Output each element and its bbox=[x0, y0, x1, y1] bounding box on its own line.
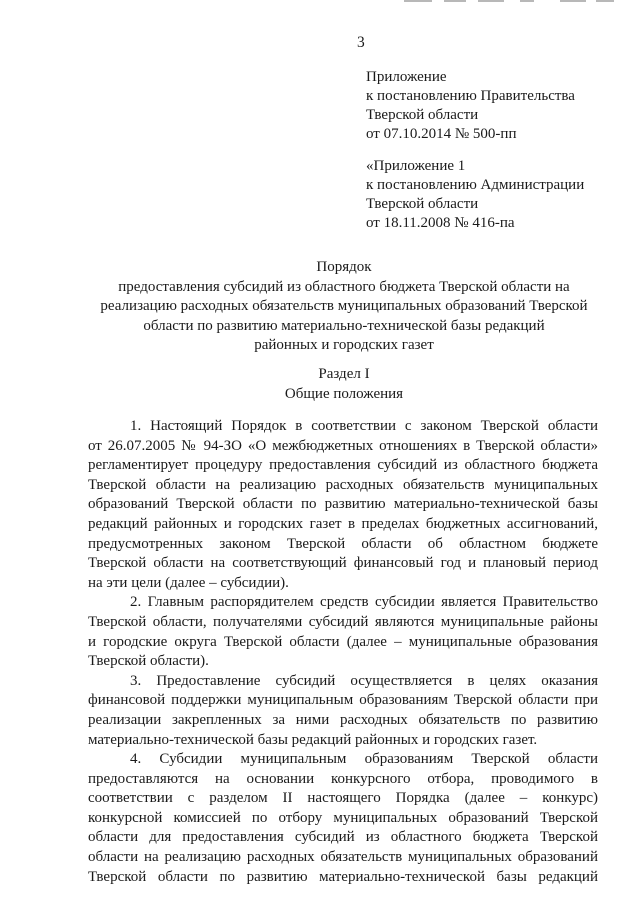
title-line: предоставления субсидий из областного бюджета Тверской области на bbox=[118, 278, 570, 295]
scan-artifact bbox=[404, 0, 432, 2]
paragraph-line: и городские округа Тверской области (далее – муниципальные образования bbox=[88, 633, 598, 650]
paragraph-line: на эти цели (далее – субсидии). bbox=[88, 574, 289, 591]
scan-artifact bbox=[478, 0, 504, 2]
annex-line: от 18.11.2008 № 416-па bbox=[366, 215, 515, 231]
scan-artifact bbox=[596, 0, 614, 2]
annex-line: к постановлению Правительства bbox=[366, 88, 575, 104]
title-line: области по развитию материально-технической базы редакций bbox=[143, 317, 545, 334]
paragraph-line: 3. Предоставление субсидий осуществляется в целях оказания bbox=[130, 672, 598, 689]
paragraph-line: реализации закрепленных за ними расходных обязательств по развитию bbox=[88, 711, 598, 728]
section-heading bbox=[88, 365, 600, 404]
paragraph-line: от 26.07.2005 № 94-ЗО «О межбюджетных отношениях в Тверской области» bbox=[88, 437, 598, 454]
paragraph-line: соответствии с разделом II настоящего Порядка (далее – конкурс) bbox=[88, 790, 598, 807]
document-title bbox=[88, 258, 600, 356]
annex-line: к постановлению Администрации bbox=[366, 177, 585, 193]
paragraph bbox=[88, 593, 598, 671]
annex-header bbox=[366, 68, 575, 144]
annex-line: от 07.10.2014 № 500-пп bbox=[366, 126, 517, 142]
body-text bbox=[88, 417, 598, 887]
paragraph bbox=[88, 750, 598, 887]
paragraph-line: Тверской области на соответствующий финансовый год и плановый период bbox=[88, 555, 598, 572]
annex-line: Тверской области bbox=[366, 196, 479, 212]
scan-artifact bbox=[520, 0, 534, 2]
annex-line: «Приложение 1 bbox=[366, 158, 466, 174]
paragraph-line: 1. Настоящий Порядок в соответствии с законом Тверской области bbox=[130, 418, 598, 434]
scan-artifact bbox=[444, 0, 466, 2]
scan-artifact bbox=[560, 0, 586, 2]
paragraph-line: Тверской области, получателями субсидий являются муниципальные районы bbox=[88, 613, 598, 630]
paragraph bbox=[88, 417, 598, 593]
paragraph-line: 4. Субсидии муниципальным образованиям Тверской области bbox=[130, 751, 598, 768]
paragraph-line: 2. Главным распорядителем средств субсидии является Правительство bbox=[130, 594, 598, 611]
annex-line: Приложение bbox=[366, 69, 447, 85]
paragraph-line: предусмотренных законом Тверской области об областном бюджете bbox=[88, 535, 598, 552]
paragraph-line: предоставляются на основании конкурсного отбора, проводимого в bbox=[88, 770, 598, 787]
section-number: Раздел I bbox=[318, 366, 370, 382]
paragraph-line: образований Тверской области по развитию материально-технической базы bbox=[88, 496, 598, 513]
title-line: районных и городских газет bbox=[254, 337, 434, 353]
paragraph-line: материально-технической базы редакций районных и городских газет. bbox=[88, 731, 538, 748]
section-title: Общие положения bbox=[284, 385, 404, 402]
paragraph-line: Тверской области по развитию материально-технической базы редакций bbox=[88, 868, 598, 885]
page-number: 3 bbox=[357, 34, 365, 51]
title-line: Порядок bbox=[316, 259, 372, 275]
paragraph bbox=[88, 672, 598, 750]
paragraph-line: области для предоставления субсидий из областного бюджета Тверской bbox=[88, 829, 598, 846]
paragraph-line: Тверской области на реализацию расходных обязательств муниципальных bbox=[88, 476, 598, 493]
title-line: реализацию расходных обязательств муниципальных образований Тверской bbox=[100, 298, 588, 314]
paragraph-line: финансовой поддержки муниципальным образованиям Тверской области при bbox=[88, 692, 598, 709]
paragraph-line: области на реализацию расходных обязательств муниципальных образований bbox=[88, 849, 598, 866]
paragraph-line: конкурсной комиссией по отбору муниципальных образований Тверской bbox=[88, 809, 598, 826]
paragraph-line: регламентирует процедуру предоставления субсидий из областного бюджета bbox=[88, 457, 598, 474]
paragraph-line: редакций районных и городских газет в пределах бюджетных ассигнований, bbox=[88, 515, 598, 532]
paragraph-line: Тверской области). bbox=[88, 653, 209, 670]
annex-line: Тверской области bbox=[366, 107, 479, 123]
annex-header-original bbox=[366, 157, 584, 233]
